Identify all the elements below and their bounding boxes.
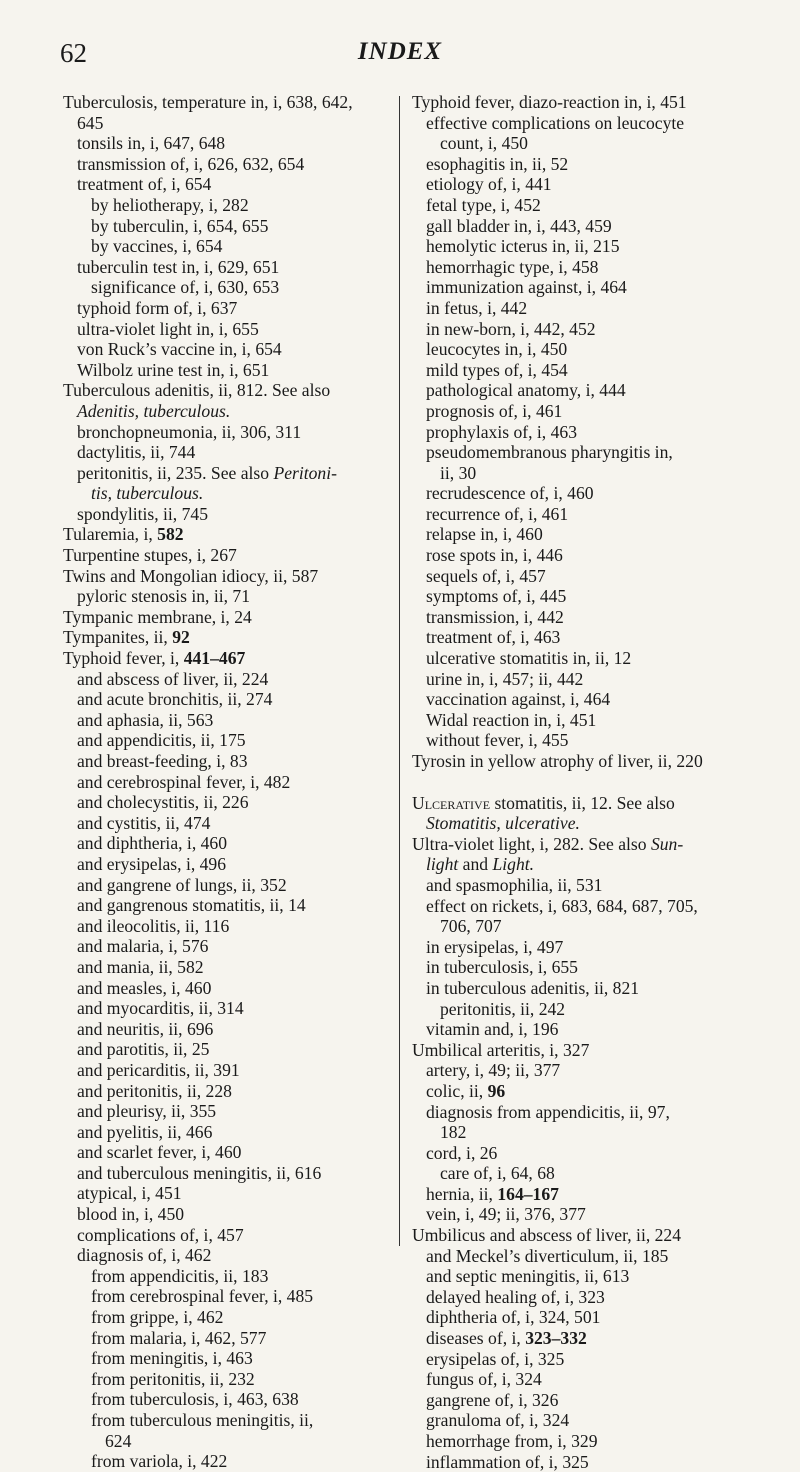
index-entry — [63, 360, 388, 381]
index-entry-continuation — [412, 916, 742, 937]
index-entry — [412, 1452, 742, 1472]
entry-text: tis, tuberculous. — [91, 483, 204, 504]
index-entry — [412, 648, 742, 669]
entry-text: and ileocolitis, ii, 116 — [77, 915, 230, 936]
entry-text: hernia, ii, — [426, 1183, 498, 1204]
entry-text: and parotitis, ii, 25 — [77, 1039, 210, 1060]
entry-text: and pyelitis, ii, 466 — [77, 1121, 213, 1142]
entry-text: granuloma of, i, 324 — [426, 1410, 570, 1431]
index-entry — [412, 957, 742, 978]
index-entry — [412, 1431, 742, 1452]
index-entry — [412, 422, 742, 443]
index-entry — [63, 730, 388, 751]
index-entry — [412, 257, 742, 278]
index-entry — [412, 566, 742, 587]
entry-text: from meningitis, i, 463 — [91, 1348, 253, 1369]
index-entry — [63, 1225, 388, 1246]
entry-text: Adenitis, tuberculous. — [77, 400, 231, 421]
entry-text: gangrene of, i, 326 — [426, 1389, 559, 1410]
entry-text: hemorrhage from, i, 329 — [426, 1431, 598, 1451]
index-entry — [63, 339, 388, 360]
index-entry — [412, 339, 742, 360]
index-entry — [63, 1183, 388, 1204]
entry-text: and — [458, 854, 493, 875]
entry-text: esophagitis in, ii, 52 — [426, 153, 569, 174]
entry-text: diseases of, i, — [426, 1328, 526, 1349]
index-entry — [412, 834, 742, 855]
index-entry — [63, 936, 388, 957]
entry-text: hemorrhagic type, i, 458 — [426, 256, 599, 277]
index-entry — [63, 669, 388, 690]
entry-text: diphtheria of, i, 324, 501 — [426, 1307, 601, 1328]
index-entry — [412, 751, 742, 772]
entry-text: treatment of, i, 654 — [77, 174, 212, 195]
index-entry — [63, 298, 388, 319]
index-entry — [63, 957, 388, 978]
entry-text: complications of, i, 457 — [77, 1224, 244, 1245]
index-entry — [63, 545, 388, 566]
entry-text: Tuberculous adenitis, ii, 812. See also — [63, 380, 331, 401]
index-entry — [63, 236, 388, 257]
index-entry — [412, 1081, 742, 1102]
index-entry — [63, 463, 388, 484]
index-entry — [412, 1246, 742, 1267]
entry-text: pseudomembranous pharyngitis in, — [426, 442, 673, 463]
entry-text: von Ruck’s vaccine in, i, 654 — [77, 339, 282, 360]
entry-text: peritonitis, ii, 242 — [440, 998, 566, 1019]
index-entry-continuation — [63, 1431, 388, 1452]
index-entry — [412, 607, 742, 628]
entry-text: blood in, i, 450 — [77, 1204, 185, 1225]
entry-text: and peritonitis, ii, 228 — [77, 1080, 232, 1101]
entry-text: peritonitis, ii, 235. See also — [77, 462, 274, 483]
index-entry — [63, 1204, 388, 1225]
index-entry — [63, 1328, 388, 1349]
index-entry — [63, 978, 388, 999]
index-entry — [412, 380, 742, 401]
entry-text: 92 — [172, 627, 190, 648]
entry-text: and scarlet fever, i, 460 — [77, 1142, 242, 1163]
entry-text: Widal reaction in, i, 451 — [426, 709, 597, 730]
entry-text: delayed healing of, i, 323 — [426, 1286, 605, 1307]
entry-text: and gangrenous stomatitis, ii, 14 — [77, 895, 306, 916]
index-entry — [63, 916, 388, 937]
section-gap — [412, 772, 742, 793]
entry-text: and spasmophilia, ii, 531 — [426, 874, 603, 895]
index-entry — [63, 133, 388, 154]
entry-text: Stomatitis, ulcerative. — [426, 813, 580, 834]
entry-text: Wilbolz urine test in, i, 651 — [77, 359, 270, 380]
entry-text: Sun- — [650, 833, 684, 854]
index-entry-continuation — [412, 1122, 742, 1143]
entry-text: from appendicitis, ii, 183 — [91, 1265, 269, 1286]
index-entry — [412, 195, 742, 216]
entry-text: colic, ii, — [426, 1080, 488, 1101]
index-entry — [412, 710, 742, 731]
entry-text: and cerebrospinal fever, i, 482 — [77, 771, 291, 792]
index-entry — [412, 1163, 742, 1184]
index-entry-continuation — [63, 483, 388, 504]
entry-text: Tularemia, i, — [63, 524, 158, 545]
entry-text: and measles, i, 460 — [77, 977, 212, 998]
index-entry — [412, 1040, 742, 1061]
entry-text: from tuberculosis, i, 463, 638 — [91, 1389, 299, 1410]
index-entry — [412, 360, 742, 381]
index-entry — [63, 504, 388, 525]
entry-text: ulcerative stomatitis in, ii, 12 — [426, 648, 632, 669]
entry-text: vein, i, 49; ii, 376, 377 — [426, 1204, 586, 1225]
entry-text: diagnosis from appendicitis, ii, 97, — [426, 1101, 670, 1122]
index-entry — [63, 380, 388, 401]
index-entry — [412, 298, 742, 319]
index-entry — [63, 216, 388, 237]
index-column-right — [412, 92, 742, 1472]
index-entry — [63, 1266, 388, 1287]
index-entry — [63, 833, 388, 854]
entry-text: and diphtheria, i, 460 — [77, 833, 228, 854]
index-entry — [63, 1163, 388, 1184]
entry-text: 323–332 — [525, 1328, 587, 1349]
entry-text: recurrence of, i, 461 — [426, 503, 569, 524]
entry-text: 582 — [157, 524, 184, 545]
index-entry — [412, 1102, 742, 1123]
index-entry — [63, 1410, 388, 1431]
index-entry — [412, 793, 742, 814]
index-entry — [63, 689, 388, 710]
index-entry-continuation — [63, 401, 388, 422]
entry-text: prophylaxis of, i, 463 — [426, 421, 577, 442]
index-entry — [412, 586, 742, 607]
entry-text: vaccination against, i, 464 — [426, 689, 611, 710]
entry-text: bronchopneumonia, ii, 306, 311 — [77, 421, 302, 442]
entry-text: and pleurisy, ii, 355 — [77, 1101, 217, 1122]
entry-text: Light. — [492, 854, 535, 875]
entry-text: effect on rickets, i, 683, 684, 687, 705, — [426, 895, 698, 916]
index-entry — [63, 566, 388, 587]
entry-text: 96 — [487, 1080, 506, 1101]
index-entry — [63, 1122, 388, 1143]
index-entry — [63, 1039, 388, 1060]
index-entry — [63, 174, 388, 195]
index-entry — [63, 854, 388, 875]
entry-text: from cerebrospinal fever, i, 485 — [91, 1286, 314, 1307]
entry-text: effective complications on leucocyte — [426, 112, 685, 133]
index-entry — [412, 627, 742, 648]
page-header — [0, 38, 800, 78]
entry-text: leucocytes in, i, 450 — [426, 339, 568, 360]
entry-text: and myocarditis, ii, 314 — [77, 998, 244, 1019]
entry-text: Ulcerative — [412, 792, 491, 813]
entry-text: transmission, i, 442 — [426, 606, 564, 627]
index-entry — [63, 1081, 388, 1102]
entry-text: by tuberculin, i, 654, 655 — [91, 215, 269, 236]
entry-text: Twins and Mongolian idiocy, ii, 587 — [63, 565, 319, 586]
entry-text: in tuberculosis, i, 655 — [426, 957, 578, 978]
entry-text: significance of, i, 630, 653 — [91, 277, 280, 298]
index-entry — [412, 978, 742, 999]
index-entry — [412, 937, 742, 958]
entry-text: Typhoid fever, i, — [63, 648, 184, 669]
index-entry-continuation — [412, 133, 742, 154]
index-entry — [63, 607, 388, 628]
index-entry — [412, 1349, 742, 1370]
index-entry — [63, 792, 388, 813]
entry-text: Umbilicus and abscess of liver, ii, 224 — [412, 1225, 682, 1246]
index-entry — [63, 524, 388, 545]
entry-text: and septic meningitis, ii, 613 — [426, 1266, 630, 1287]
entry-text: and gangrene of lungs, ii, 352 — [77, 874, 287, 895]
entry-text: immunization against, i, 464 — [426, 277, 627, 298]
index-entry — [63, 1245, 388, 1266]
index-entry — [63, 195, 388, 216]
running-head: INDEX — [357, 38, 443, 65]
entry-text: artery, i, 49; ii, 377 — [426, 1060, 561, 1081]
entry-text: recrudescence of, i, 460 — [426, 483, 594, 504]
entry-text: in new-born, i, 442, 452 — [426, 318, 596, 339]
entry-text: by vaccines, i, 654 — [91, 236, 223, 257]
entry-text: and breast-feeding, i, 83 — [77, 751, 248, 771]
index-entry — [412, 730, 742, 751]
index-entry — [412, 1307, 742, 1328]
index-entry — [412, 483, 742, 504]
index-entry — [412, 669, 742, 690]
entry-text: symptoms of, i, 445 — [426, 586, 567, 607]
index-entry — [412, 1369, 742, 1390]
index-entry — [63, 1286, 388, 1307]
entry-text: Umbilical arteritis, i, 327 — [412, 1039, 590, 1060]
index-entry — [63, 772, 388, 793]
index-entry — [63, 1142, 388, 1163]
index-entry — [63, 154, 388, 175]
index-entry — [63, 1369, 388, 1390]
entry-text: and erysipelas, i, 496 — [77, 853, 227, 874]
entry-text: fetal type, i, 452 — [426, 194, 541, 215]
entry-text: 164–167 — [497, 1183, 559, 1204]
index-entry — [412, 277, 742, 298]
index-entry — [412, 319, 742, 340]
index-entry — [412, 545, 742, 566]
entry-text: mild types of, i, 454 — [426, 359, 568, 380]
entry-text: Tuberculosis, temperature in, i, 638, 642, — [63, 92, 353, 112]
index-entry — [412, 154, 742, 175]
entry-text: ultra-violet light in, i, 655 — [77, 318, 259, 339]
entry-text: and pericarditis, ii, 391 — [77, 1059, 240, 1080]
index-entry — [412, 1390, 742, 1411]
index-entry-continuation — [412, 463, 742, 484]
index-entry — [412, 1204, 742, 1225]
index-entry — [63, 710, 388, 731]
index-entry — [63, 1451, 388, 1472]
index-entry — [412, 236, 742, 257]
index-entry — [63, 277, 388, 298]
index-column-left — [63, 92, 388, 1472]
entry-text: 624 — [105, 1430, 132, 1451]
index-entry — [63, 92, 388, 113]
index-entry — [63, 627, 388, 648]
index-entry — [412, 442, 742, 463]
index-entry — [63, 895, 388, 916]
index-entry — [63, 442, 388, 463]
index-entry — [63, 1389, 388, 1410]
index-entry — [412, 1184, 742, 1205]
entry-text: transmission of, i, 626, 632, 654 — [77, 153, 305, 174]
index-entry — [63, 1060, 388, 1081]
entry-text: and acute bronchitis, ii, 274 — [77, 689, 273, 710]
entry-text: etiology of, i, 441 — [426, 174, 552, 195]
index-entry — [63, 875, 388, 896]
column-divider — [399, 96, 400, 1246]
entry-text: from peritonitis, ii, 232 — [91, 1368, 255, 1389]
entry-text: 645 — [77, 112, 104, 133]
entry-text: Ultra-violet light, i, 282. See also — [412, 833, 651, 854]
index-entry — [412, 896, 742, 917]
index-entry — [412, 1060, 742, 1081]
index-entry — [412, 1266, 742, 1287]
entry-text: Tympanic membrane, i, 24 — [63, 606, 252, 627]
entry-text: and mania, ii, 582 — [77, 956, 204, 977]
entry-text: pathological anatomy, i, 444 — [426, 380, 626, 401]
entry-text: and aphasia, ii, 563 — [77, 709, 214, 730]
index-entry — [412, 1287, 742, 1308]
entry-text: without fever, i, 455 — [426, 730, 569, 751]
index-entry — [63, 648, 388, 669]
entry-text: Tyrosin in yellow atrophy of liver, ii, 220 — [412, 751, 703, 771]
page-number: 62 — [60, 38, 87, 68]
entry-text: from variola, i, 422 — [91, 1451, 228, 1472]
index-entry-continuation — [63, 113, 388, 134]
index-entry-continuation — [412, 854, 742, 875]
entry-text: typhoid form of, i, 637 — [77, 297, 238, 318]
entry-text: urine in, i, 457; ii, 442 — [426, 668, 584, 689]
entry-text: light — [426, 854, 459, 875]
entry-text: pyloric stenosis in, ii, 71 — [77, 586, 250, 607]
entry-text: cord, i, 26 — [426, 1142, 498, 1163]
entry-text: relapse in, i, 460 — [426, 524, 543, 545]
index-entry — [412, 174, 742, 195]
entry-text: Turpentine stupes, i, 267 — [63, 545, 237, 566]
entry-text: spondylitis, ii, 745 — [77, 503, 208, 524]
index-entry — [412, 524, 742, 545]
entry-text: 441–467 — [183, 648, 246, 669]
entry-text: atypical, i, 451 — [77, 1183, 182, 1204]
entry-text: hemolytic icterus in, ii, 215 — [426, 236, 620, 257]
entry-text: and malaria, i, 576 — [77, 936, 209, 957]
entry-text: by heliotherapy, i, 282 — [91, 194, 249, 215]
index-entry — [63, 1348, 388, 1369]
entry-text: dactylitis, ii, 744 — [77, 442, 196, 463]
index-entry — [63, 1307, 388, 1328]
entry-text: in erysipelas, i, 497 — [426, 936, 564, 957]
index-entry — [63, 998, 388, 1019]
index-entry — [412, 216, 742, 237]
entry-text: prognosis of, i, 461 — [426, 400, 563, 421]
entry-text: in fetus, i, 442 — [426, 297, 528, 318]
index-entry — [63, 586, 388, 607]
entry-text: Typhoid fever, diazo-reaction in, i, 451 — [412, 92, 687, 112]
index-entry — [63, 1101, 388, 1122]
index-entry — [412, 92, 742, 113]
entry-text: care of, i, 64, 68 — [440, 1163, 555, 1184]
entry-text: vitamin and, i, 196 — [426, 1019, 559, 1040]
index-entry — [412, 1143, 742, 1164]
index-entry — [63, 422, 388, 443]
entry-text: count, i, 450 — [440, 133, 528, 154]
entry-text: 706, 707 — [440, 916, 502, 937]
entry-text: and neuritis, ii, 696 — [77, 1018, 214, 1039]
entry-text: from malaria, i, 462, 577 — [91, 1327, 267, 1348]
index-entry — [412, 1328, 742, 1349]
index-entry — [412, 113, 742, 134]
index-entry — [412, 1019, 742, 1040]
entry-text: inflammation of, i, 325 — [426, 1451, 589, 1472]
index-entry — [412, 1410, 742, 1431]
index-entry-continuation — [412, 813, 742, 834]
index-entry — [412, 504, 742, 525]
entry-text: tonsils in, i, 647, 648 — [77, 133, 226, 154]
entry-text: 182 — [440, 1122, 467, 1143]
entry-text: and abscess of liver, ii, 224 — [77, 668, 269, 689]
index-entry — [63, 1019, 388, 1040]
entry-text: fungus of, i, 324 — [426, 1369, 542, 1390]
index-entry — [412, 875, 742, 896]
index-entry — [412, 689, 742, 710]
entry-text: stomatitis, ii, 12. See also — [490, 792, 675, 813]
entry-text: diagnosis of, i, 462 — [77, 1245, 212, 1266]
entry-text: and tuberculous meningitis, ii, 616 — [77, 1162, 322, 1183]
index-entry — [63, 751, 388, 772]
entry-text: sequels of, i, 457 — [426, 565, 546, 586]
entry-text: Peritoni- — [273, 462, 337, 483]
index-entry — [63, 813, 388, 834]
entry-text: Tympanites, ii, — [63, 627, 173, 648]
index-entry — [412, 401, 742, 422]
entry-text: in tuberculous adenitis, ii, 821 — [426, 977, 640, 998]
entry-text: gall bladder in, i, 443, 459 — [426, 215, 612, 236]
entry-text: and cystitis, ii, 474 — [77, 812, 211, 833]
entry-text: and appendicitis, ii, 175 — [77, 730, 246, 751]
index-entry — [63, 319, 388, 340]
entry-text: erysipelas of, i, 325 — [426, 1348, 565, 1369]
entry-text: treatment of, i, 463 — [426, 627, 561, 648]
index-entry — [63, 257, 388, 278]
entry-text: tuberculin test in, i, 629, 651 — [77, 256, 280, 277]
index-entry — [412, 999, 742, 1020]
index-entry — [412, 1225, 742, 1246]
entry-text: and cholecystitis, ii, 226 — [77, 792, 249, 813]
entry-text: from grippe, i, 462 — [91, 1307, 224, 1328]
entry-text: and Meckel’s diverticulum, ii, 185 — [426, 1245, 669, 1266]
entry-text: from tuberculous meningitis, ii, — [91, 1410, 314, 1430]
entry-text: ii, 30 — [440, 462, 477, 483]
entry-text: rose spots in, i, 446 — [426, 545, 563, 566]
